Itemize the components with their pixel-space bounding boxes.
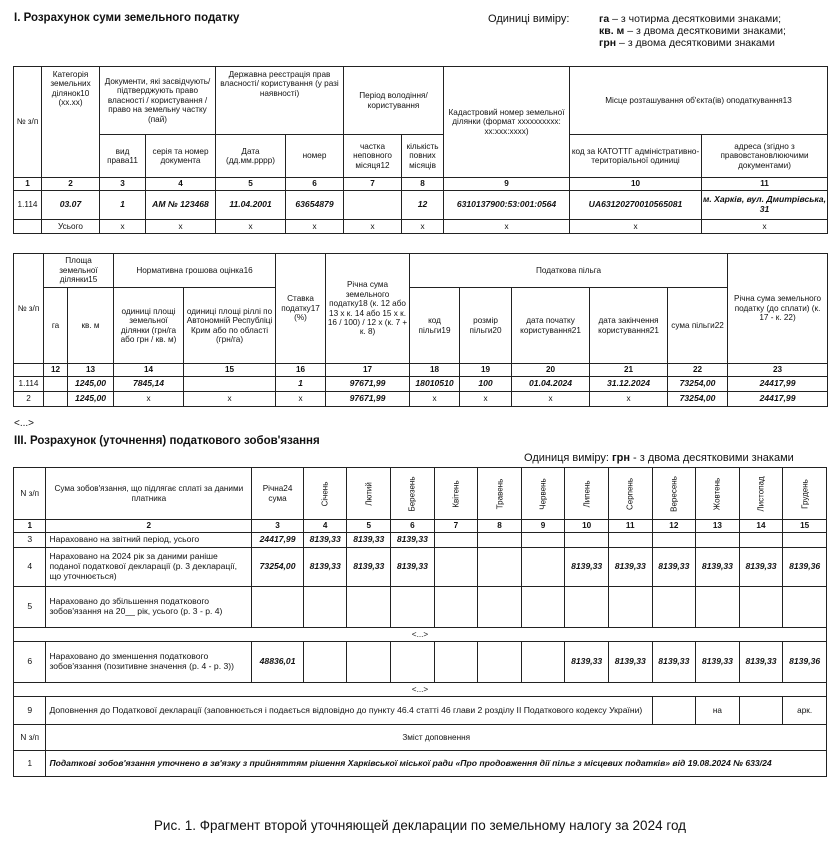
figure-caption: Рис. 1. Фрагмент второй уточняющей декларации по земельному налогу за 2024 год [153,818,687,833]
h-category: Категорія земельних ділянок10 (хх.хх) [42,67,100,178]
land-tax-table-part1 [13,66,828,234]
addition-content-header: Зміст доповнення [46,725,827,751]
table-row [14,191,828,220]
land-tax-table-part2 [13,253,828,407]
cell-months: 12 [402,191,444,220]
h2-ngo: Нормативна грошова оцінка16 [114,254,276,288]
ellipsis-row: <...> [14,683,827,697]
table-row: 6 Нараховано до зменшення податкового зобов'язання (позитивне значення (р. 4 - р. 3)) 48836,01 8139,33 8139,33 8139,33 8139,33 8139,33 8139,36 [14,642,827,683]
h3-month-apr: Квітень [434,468,478,520]
h-registration: Державна реєстрація прав власності/ користування (у разі наявності) [216,67,344,135]
h2-payable: Річна сума земельного податку (до сплати) (к. 17 - к. 22) [728,254,828,364]
unit-uah: грн – з двома десятковими знаками [599,37,775,49]
h2-relief-sum: сума пільги22 [668,288,728,364]
h-cadastre: Кадастровий номер земельної ділянки (формат хххххххххх: хх:ххх:хххх) [444,67,570,178]
h3-month-may: Травень [478,468,522,520]
h-period-months: кількість повних місяців [402,135,444,178]
h3-month-dec: Грудень [783,468,827,520]
ellipsis-row: <...> [14,628,827,642]
unit-ha: га – з чотирма десятковими знаками; [599,13,782,25]
section-1-title: I. Розрахунок суми земельного податку [14,12,240,24]
h-doc-series: серія та номер документа [146,135,216,178]
section-3-title: ІІІ. Розрахунок (уточнення) податкового зобов'язання [14,435,320,447]
h-num: № з/п [14,67,42,178]
h-address: адреса (згідно з правовстановлюючими документами) [702,135,828,178]
h2-relief: Податкова пільга [410,254,728,288]
table-row: 5 Нараховано до збільшення податкового зобов'язання на 20__ рік, усього (р. 3 - р. 4) [14,587,827,628]
h-right-type: вид права11 [100,135,146,178]
colnum-row-3: 1 2 3 4 5 6 7 8 9 10 11 12 13 14 15 [14,520,827,533]
colnum-row: 1 2 3 4 5 6 7 8 9 10 11 [14,178,828,191]
table-row: 4 Нараховано на 2024 рік за даними раніше поданої податкової декларації (р. 3 декларації, що уточнюється) 73254,00 8139,33 8139,33 8139,33 8139,33 8139,33 8139,33 8139,33 8139,33 8139,36 [14,548,827,587]
cell-category: 03.07 [42,191,100,220]
ellipsis-marker: <...> [14,418,35,429]
colnum-row-2: 12 13 14 15 16 17 18 19 20 21 22 23 [14,364,828,377]
total-row: Усього х х х х х х х х х [14,220,828,234]
h3-month-nov: Листопад [739,468,783,520]
h3-desc: Сума зобов'язання, що підлягає сплаті за даними платника [46,468,252,520]
addition-header-row: N з/п Зміст доповнення [14,725,827,751]
h3-month-oct: Жовтень [696,468,740,520]
h2-area: Площа земельної ділянки15 [44,254,114,288]
table-row: 3 Нараховано на звітний період, усього 24417,99 8139,33 8139,33 8139,33 [14,533,827,548]
h-location: Місце розташування об'єкта(ів) оподаткування13 [570,67,828,135]
addition-text: Податкові зобов'язання уточнено в зв'язку з прийняттям рішення Харківської міської ради «Про продовження дії пільг з місцевих податків» від 19.08.2024 № 633/24 [46,751,827,777]
h2-sqm: кв. м [68,288,114,364]
h3-month-jun: Червень [521,468,565,520]
h2-relief-code: код пільги19 [410,288,460,364]
h-reg-date: Дата (дд.мм.рррр) [216,135,286,178]
table-row: 2 1245,00 х х х 97671,99 х х х х 73254,00 24417,99 [14,392,828,407]
cell-right-type: 1 [100,191,146,220]
h3-month-feb: Лютий [347,468,391,520]
units-list [599,13,786,49]
h2-rate: Ставка податку17 (%) [276,254,326,364]
units-3: Одиниця виміру: грн - з двома десятковими знаками [524,452,794,464]
h-period: Період володіння/ користування [344,67,444,135]
unit-sqm: кв. м – з двома десятковими знаками; [599,25,786,37]
units-label: Одиниці виміру: [488,13,570,25]
h-docs: Документи, які засвідчують/ підтверджують право власності / користування / право на земельну частку (пай) [100,67,216,135]
h-period-part: частка неповного місяця12 [344,135,402,178]
table-row: 9 Доповнення до Податкової декларації (заповнюється і подається відповідно до пункту 46.4 статті 46 глави 2 розділу ІІ Податкового кодексу України) на арк. [14,697,827,725]
h3-annual: Річна24 сума [252,468,304,520]
h2-annual: Річна сума земельного податку18 (к. 12 або 13 х к. 14 або 15 х к. 16 / 100) / 12 х (к. 7 + к. 8) [326,254,410,364]
cell-part [344,191,402,220]
cell-address: м. Харків, вул. Дмитрівська, 31 [702,191,828,220]
cell-num: 1.114 [14,191,42,220]
h2-relief-end: дата закінчення користування21 [590,288,668,364]
h-katottg: код за КАТОТТГ адміністративно-територіальної одиниці [570,135,702,178]
h2-ha: га [44,288,68,364]
h3-month-jan: Січень [303,468,347,520]
h2-relief-start: дата початку користування21 [512,288,590,364]
h2-ngo-unit: одиниці площі земельної ділянки (грн/га або грн / кв. м) [114,288,184,364]
h3-num: N з/п [14,468,46,520]
h-reg-number: номер [286,135,344,178]
tax-liability-table [13,467,827,777]
table-row: 1.114 1245,00 7845,14 1 97671,99 18010510 100 01.04.2024 31.12.2024 73254,00 24417,99 [14,377,828,392]
h3-month-sep: Вересень [652,468,696,520]
cell-katottg: UA63120270010565081 [570,191,702,220]
h2-ngo-crimea: одиниці площі ріллі по Автономній Республіці Крим або по області (грн/га) [184,288,276,364]
addition-row: 1 Податкові зобов'язання уточнено в зв'язку з прийняттям рішення Харківської міської ради «Про продовження дії пільг з місцевих податків» від 19.08.2024 № 633/24 [14,751,827,777]
h3-month-mar: Березень [391,468,435,520]
total-label: Усього [42,220,100,234]
h2-num: № з/п [14,254,44,364]
h3-month-aug: Серпень [608,468,652,520]
cell-doc: АМ № 123468 [146,191,216,220]
cell-date: 11.04.2001 [216,191,286,220]
cell-reg-num: 63654879 [286,191,344,220]
cell-cadastre: 6310137900:53:001:0564 [444,191,570,220]
h3-month-jul: Липень [565,468,609,520]
h2-relief-size: розмір пільги20 [460,288,512,364]
